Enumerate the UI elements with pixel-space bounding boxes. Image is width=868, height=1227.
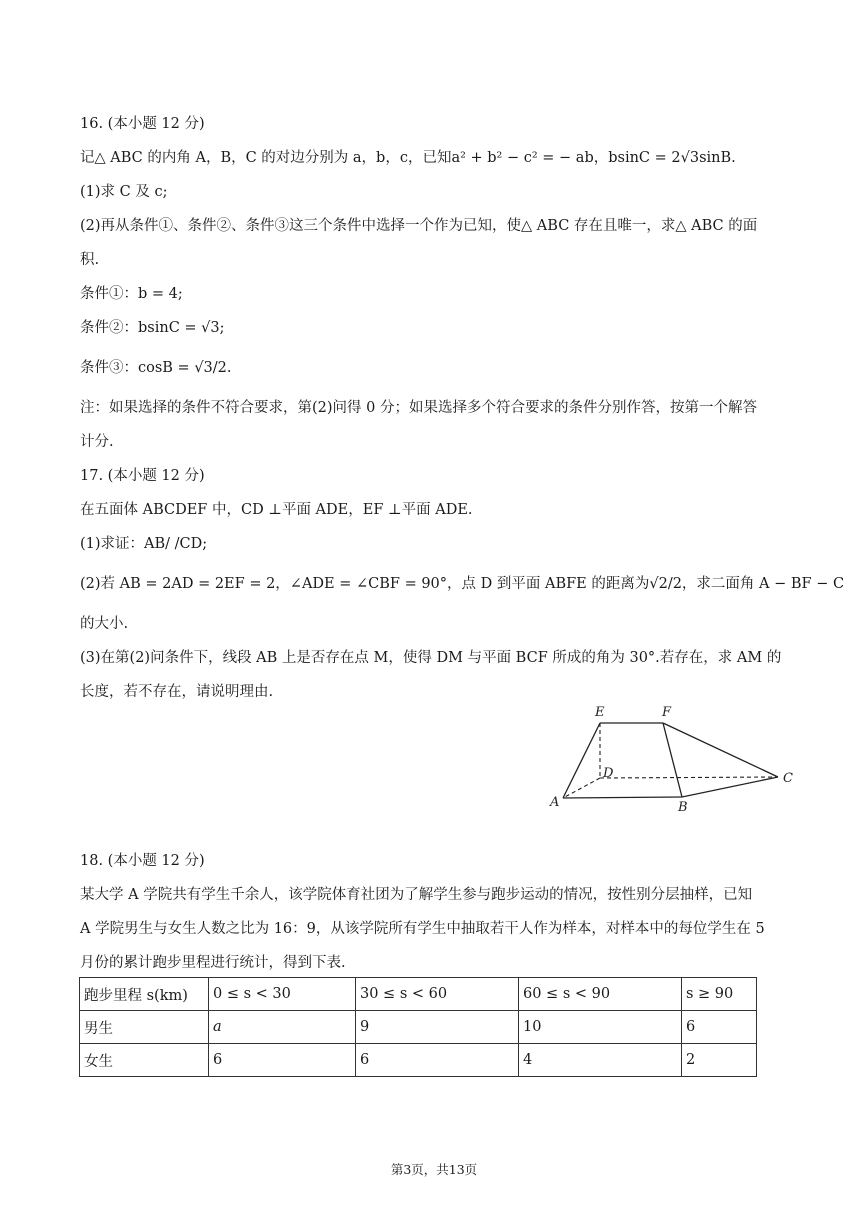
edge-ea bbox=[563, 723, 600, 798]
vertex-label-c: C bbox=[783, 771, 793, 786]
q16-line-3: (2)再从条件①、条件②、条件③这三个条件中选择一个作为已知，使△ ABC 存在且唯一，求△ ABC 的面 bbox=[80, 218, 758, 234]
q17-line-2: (1)求证：AB/ /CD; bbox=[80, 536, 208, 552]
table-header-cell: s ≥ 90 bbox=[682, 978, 757, 1011]
q17-line-4: 的大小. bbox=[80, 616, 129, 632]
q17-header: 17. (本小题 12 分) bbox=[80, 468, 205, 484]
q17-line-1: 在五面体 ABCDEF 中，CD ⊥平面 ADE，EF ⊥平面 ADE. bbox=[80, 502, 473, 518]
table-cell: 9 bbox=[356, 1011, 519, 1044]
q16-line-4: 积. bbox=[80, 252, 100, 268]
running-distance-table bbox=[79, 977, 757, 1077]
table-header-row bbox=[80, 978, 757, 1011]
table-cell: 2 bbox=[682, 1044, 757, 1077]
edge-fc bbox=[663, 723, 778, 777]
table-header-cell: 跑步里程 s(km) bbox=[80, 978, 209, 1011]
q16-condition-2: 条件②：bsinC = √3; bbox=[80, 320, 225, 336]
q18-line-2: A 学院男生与女生人数之比为 16：9，从该学院所有学生中抽取若干人作为样本，对样本中的每位学生在 5 bbox=[80, 921, 765, 937]
q16-header: 16. (本小题 12 分) bbox=[80, 116, 205, 132]
vertex-label-e: E bbox=[595, 705, 605, 720]
table-header-cell: 0 ≤ s < 30 bbox=[209, 978, 356, 1011]
vertex-label-b: B bbox=[678, 800, 688, 815]
table-header-cell: 30 ≤ s < 60 bbox=[356, 978, 519, 1011]
q16-condition-3: 条件③：cosB = √3/2. bbox=[80, 360, 232, 376]
table-cell: 6 bbox=[356, 1044, 519, 1077]
edge-ab bbox=[563, 797, 682, 798]
table-cell: 6 bbox=[209, 1044, 356, 1077]
q18-header: 18. (本小题 12 分) bbox=[80, 853, 205, 869]
table-cell: 女生 bbox=[80, 1044, 209, 1077]
edge-bc bbox=[682, 777, 778, 797]
table-header-cell: 60 ≤ s < 90 bbox=[519, 978, 682, 1011]
table-cell: 10 bbox=[519, 1011, 682, 1044]
table-row bbox=[80, 1011, 757, 1044]
table-cell: 6 bbox=[682, 1011, 757, 1044]
table-cell: a bbox=[209, 1011, 356, 1044]
vertex-label-f: F bbox=[662, 705, 672, 720]
vertex-label-a: A bbox=[550, 795, 560, 810]
q18-line-3: 月份的累计跑步里程进行统计，得到下表. bbox=[80, 955, 346, 971]
edge-dc bbox=[600, 777, 778, 778]
q16-line-1: 记△ ABC 的内角 A，B，C 的对边分别为 a，b，c，已知a² + b² − c² = − ab，bsinC = 2√3sinB. bbox=[80, 150, 736, 166]
table-row bbox=[80, 1044, 757, 1077]
q17-line-6: 长度，若不存在，请说明理由. bbox=[80, 684, 274, 700]
pentahedron-figure bbox=[540, 698, 810, 818]
q17-line-5: (3)在第(2)问条件下，线段 AB 上是否存在点 M，使得 DM 与平面 BCF 所成的角为 30°.若存在，求 AM 的 bbox=[80, 650, 782, 666]
table-cell: 4 bbox=[519, 1044, 682, 1077]
vertex-label-d: D bbox=[603, 766, 614, 781]
table-cell: 男生 bbox=[80, 1011, 209, 1044]
q17-line-3: (2)若 AB = 2AD = 2EF = 2，∠ADE = ∠CBF = 90°，点 D 到平面 ABFE 的距离为√2/2，求二面角 A − BF − C bbox=[80, 576, 845, 592]
q16-line-2: (1)求 C 及 c; bbox=[80, 184, 168, 200]
q16-note-line-2: 计分. bbox=[80, 434, 114, 450]
q16-note-line-1: 注：如果选择的条件不符合要求，第(2)问得 0 分；如果选择多个符合要求的条件分别作答，按第一个解答 bbox=[80, 400, 757, 416]
page-footer: 第3页，共13页 bbox=[390, 1162, 478, 1177]
q18-line-1: 某大学 A 学院共有学生千余人，该学院体育社团为了解学生参与跑步运动的情况，按性别分层抽样，已知 bbox=[80, 887, 753, 903]
edge-fb bbox=[663, 723, 682, 797]
q16-condition-1: 条件①：b = 4; bbox=[80, 286, 183, 302]
